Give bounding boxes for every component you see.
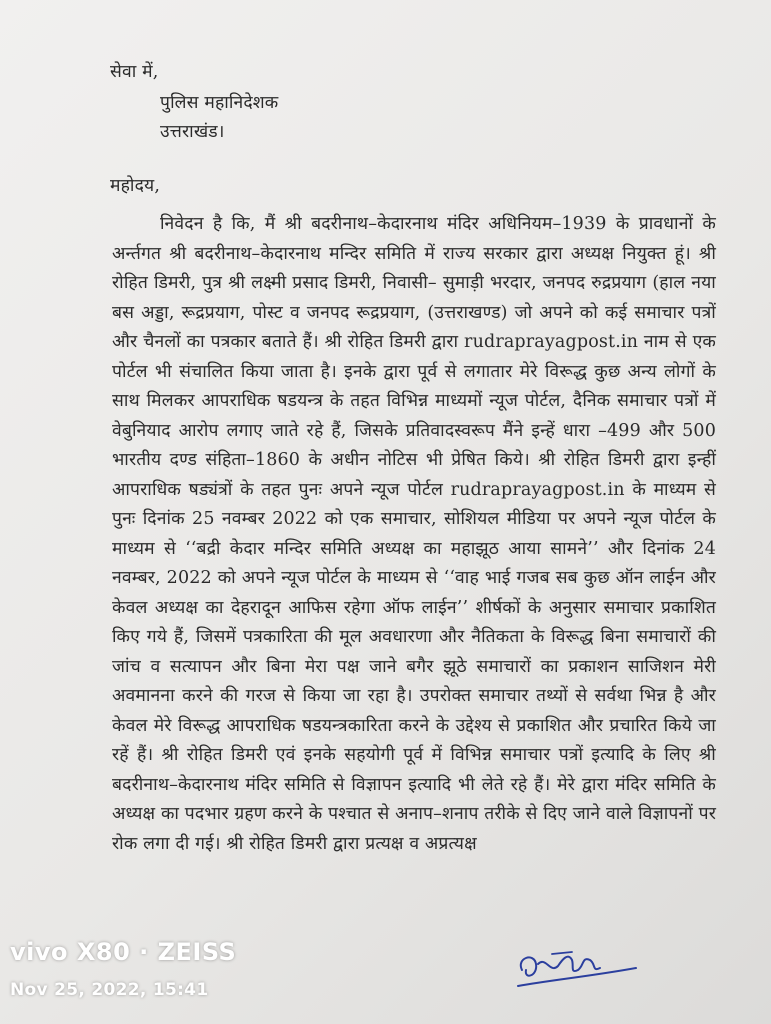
signature-icon <box>512 930 642 998</box>
greeting: महोदय, <box>110 176 161 196</box>
camera-brand-watermark: vivo X80 · ZEISS <box>10 938 237 966</box>
recipient-place: उत्तराखंड। <box>160 122 225 142</box>
letter-body: निवेदन है कि, मैं श्री बदरीनाथ–केदारनाथ मंदिर अधिनियम–1939 के प्रावधानों के अर्न्तगत श्री बदरीनाथ–केदारनाथ मन्दिर समिति में राज्य सरकार द्वारा अध्यक्ष नियुक्त हूं। श्री रोहित डिमरी, पुत्र श्री लक्ष्मी प्रसाद डिमरी, निवासी– सुमाड़ी भरदार, जनपद रुद्रप्रयाग (हाल नया बस अड्डा, रूद्रप्रयाग, पोस्ट व जनपद रूद्रप्रयाग, (उत्तराखण्ड) जो अपने को कई समाचार पत्रों और चैनलों का पत्रकार बताते हैं। श्री रोहित डिमरी द्वारा rudraprayagpost.in नाम से एक पोर्टल भी संचालित किया जाता है। इनके द्वारा पूर्व से लगातार मेरे विरूद्ध कुछ अन्य लोगों के साथ मिलकर आपराधिक षडयन्त्र के तहत विभिन्न माध्यमों न्यूज पोर्टल, दैनिक समाचार पत्रों में वेबुनियाद आरोप लगाए जाते रहे हैं, जिसके प्रतिवादस्वरूप मैंने इन्हें धारा –499 और 500 भारतीय दण्ड संहिता–1860 के अधीन नोटिस भी प्रेषित किये। श्री रोहित डिमरी द्वारा इन्हीं आपराधिक षड्यंत्रों के तहत पुनः अपने न्यूज पोर्टल rudraprayagpost.in के माध्यम से पुनः दिनांक 25 नवम्बर 2022 को एक समाचार, सोशियल मीडिया पर अपने न्यूज पोर्टल के माध्यम से ‘‘बद्री केदार मन्दिर समिति अध्यक्ष का महाझूठ आया सामने’’ और दिनांक 24 नवम्बर, 2022 को अपने न्यूज पोर्टल के माध्यम से ‘‘वाह भाई गजब सब कुछ ऑन लाईन और केवल अध्यक्ष का देहरादून आफिस रहेगा ऑफ लाईन’’ शीर्षकों के अनुसार समाचार प्रकाशित किए गये हैं, जिसमें पत्रकारिता की मूल अवधारणा और नैतिकता के विरूद्ध बिना समाचारों की जांच व सत्यापन और बिना मेरा पक्ष जाने बगैर झूठे समाचारों का प्रकाशन साजिशन मेरी अवमानना करने की गरज से किया जा रहा है। उपरोक्त समाचार तथ्यों से सर्वथा भिन्न है और केवल मेरे विरूद्ध आपराधिक षडयन्त्रकारिता करने के उद्देश्य से प्रकाशित और प्रचारित किये जा रहें हैं। श्री रोहित डिमरी एवं इनके सहयोगी पूर्व में विभिन्न समाचार पत्रों इत्यादि के लिए श्री बदरीनाथ–केदारनाथ मंदिर समिति से विज्ञापन इत्यादि भी लेते रहे हैं। मेरे द्वारा मंदिर समिति के अध्यक्ष का पदभार ग्रहण करने के पश्चात से अनाप–शनाप तरीके से दिए जाने वाले विज्ञापनों पर रोक लगा दी गई। श्री रोहित डिमरी द्वारा प्रत्यक्ष व अप्रत्यक्ष <box>112 214 717 854</box>
photo-datetime-watermark: Nov 25, 2022, 15:41 <box>10 980 209 1000</box>
recipient-title: पुलिस महानिदेशक <box>160 93 279 113</box>
salutation-to: सेवा में, <box>110 62 159 82</box>
